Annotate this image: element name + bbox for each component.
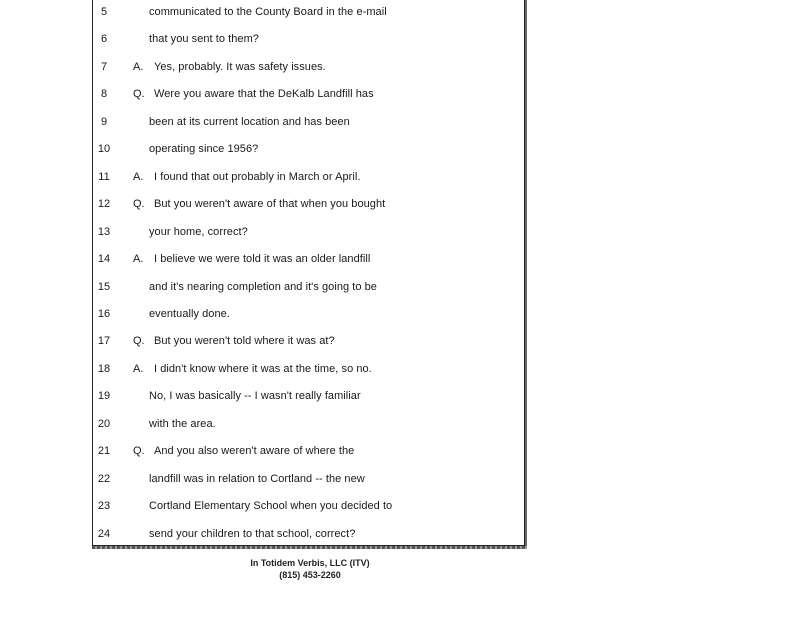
speaker-label: Q. [133,198,145,210]
line-number: 17 [97,335,111,347]
line-text: Were you aware that the DeKalb Landfill has [154,88,374,100]
line-number: 20 [97,418,111,430]
line-text: communicated to the County Board in the e-mail [149,6,387,18]
line-number: 11 [98,171,110,183]
transcript-line [0,224,800,240]
line-number: 22 [97,473,111,485]
transcript-line [0,251,800,267]
transcript-line [0,4,800,20]
line-text: And you also weren't aware of where the [154,445,355,457]
line-text: that you sent to them? [149,33,259,45]
line-number: 24 [97,528,111,540]
line-number: 12 [97,198,111,210]
line-number: 9 [100,116,108,128]
transcript-line [0,498,800,514]
line-number: 21 [97,445,111,457]
speaker-label: Q. [133,445,145,457]
line-text: But you weren't aware of that when you bought [154,198,386,210]
speaker-label: A. [133,61,144,73]
line-number: 8 [100,88,108,100]
speaker-label: A. [133,363,144,375]
line-number: 13 [97,226,111,238]
line-text: with the area. [149,418,216,430]
transcript-line [0,196,800,212]
footer-phone: (815) 453-2260 [279,570,341,580]
transcript-line [0,306,800,322]
line-text: been at its current location and has been [149,116,350,128]
transcript-line [0,526,800,542]
transcript-line [0,361,800,377]
line-text: I found that out probably in March or April. [154,171,361,183]
line-number: 19 [97,390,111,402]
line-text: send your children to that school, correct? [149,528,356,540]
transcript-line [0,443,800,459]
transcript-line [0,31,800,47]
line-text: I didn't know where it was at the time, so no. [154,363,372,375]
line-number: 16 [97,308,111,320]
line-number: 14 [97,253,111,265]
line-number: 15 [97,281,111,293]
line-number: 6 [100,33,108,45]
line-text: No, I was basically -- I wasn't really familiar [149,390,361,402]
speaker-label: A. [133,171,144,183]
speaker-label: Q. [133,88,145,100]
page-edge-bottom [92,546,527,549]
transcript-line [0,333,800,349]
line-text: operating since 1956? [149,143,259,155]
speaker-label: A. [133,253,144,265]
page-edge-right [525,0,527,549]
transcript-line [0,416,800,432]
footer-company: In Totidem Verbis, LLC (ITV) [250,558,370,568]
line-number: 18 [97,363,111,375]
transcript-line [0,141,800,157]
line-text: your home, correct? [149,226,248,238]
transcript-page [92,0,525,546]
line-text: Cortland Elementary School when you decided to [149,500,393,512]
line-text: Yes, probably. It was safety issues. [154,61,326,73]
transcript-line [0,59,800,75]
transcript-line [0,279,800,295]
line-number: 7 [100,61,108,73]
line-text: But you weren't told where it was at? [154,335,335,347]
line-number: 5 [100,6,108,18]
speaker-label: Q. [133,335,145,347]
line-text: eventually done. [149,308,230,320]
transcript-line [0,169,800,185]
line-number: 10 [97,143,111,155]
line-text: and it's nearing completion and it's going to be [149,281,377,293]
transcript-line [0,471,800,487]
line-text: landfill was in relation to Cortland -- the new [149,473,365,485]
line-number: 23 [97,500,111,512]
transcript-line [0,114,800,130]
line-text: I believe we were told it was an older landfill [154,253,371,265]
transcript-line [0,388,800,404]
transcript-line [0,86,800,102]
